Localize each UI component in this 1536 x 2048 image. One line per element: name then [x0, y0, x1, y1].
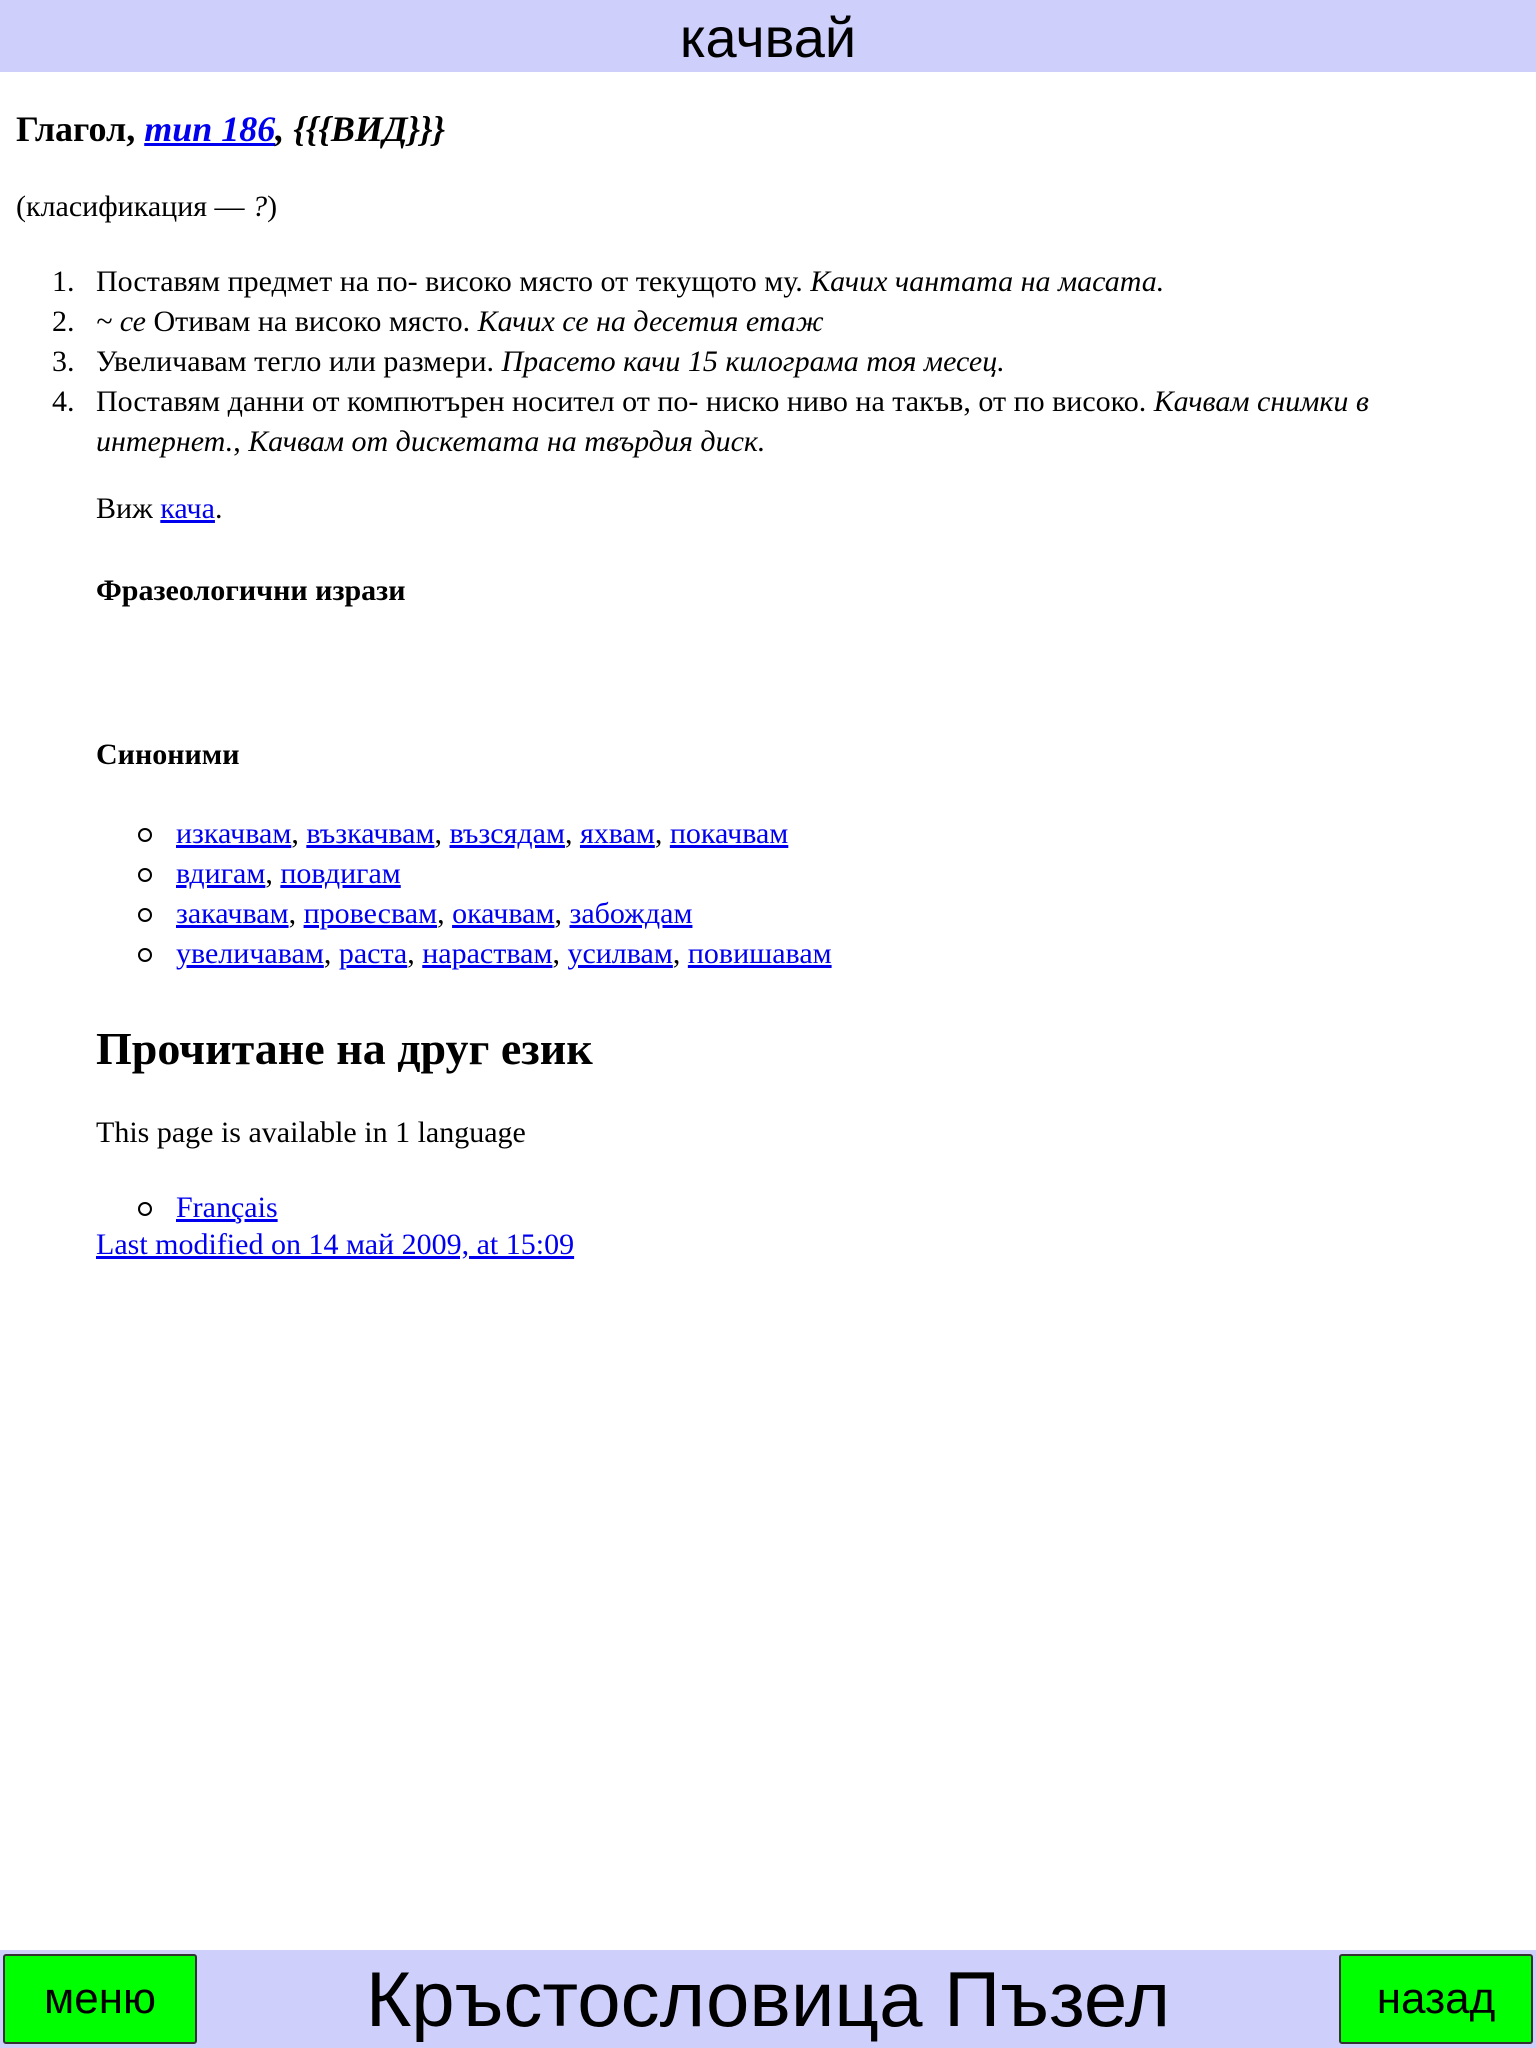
- definition-example: Качих се на десетия етаж: [477, 305, 824, 338]
- synonym-link[interactable]: увеличавам: [176, 937, 324, 970]
- definition-item: [0, 262, 1480, 302]
- synonym-link[interactable]: нараствам: [422, 937, 553, 970]
- definition-number: 2.: [52, 305, 75, 338]
- synonym-link[interactable]: провесвам: [303, 897, 438, 930]
- synonym-group: вдигам, повдигам: [96, 854, 832, 894]
- definition-text: Отивам на високо място.: [145, 305, 478, 338]
- languages-list: [96, 1188, 278, 1228]
- menu-button[interactable]: меню: [3, 1954, 197, 2044]
- synonym-group: изкачвам, възкачвам, възсядам, яхвам, покачвам: [96, 814, 832, 854]
- definition-text: Увеличавам тегло или размери.: [96, 345, 502, 378]
- synonym-link[interactable]: яхвам: [579, 817, 655, 850]
- definition-number: 1.: [52, 265, 75, 298]
- synonyms-heading: Синоними: [96, 738, 240, 771]
- synonym-link[interactable]: усилвам: [567, 937, 673, 970]
- languages-heading: Прочитане на друг език: [96, 1023, 593, 1074]
- bullet-icon: [138, 1202, 152, 1216]
- definition-prefix: ~ се: [96, 305, 146, 338]
- see-also-link[interactable]: кача: [160, 492, 215, 525]
- classification-line: [16, 190, 277, 224]
- synonym-link[interactable]: повишавам: [687, 937, 832, 970]
- definition-example-2: Качвам от дискетата на твърдия диск.: [248, 425, 766, 458]
- back-button[interactable]: назад: [1339, 1954, 1533, 2044]
- classification-value: ?: [252, 190, 268, 223]
- phraseology-heading: Фразеологични изрази: [96, 574, 406, 607]
- definition-item: [0, 342, 1480, 382]
- entry-heading: [16, 108, 445, 150]
- synonym-link[interactable]: покачвам: [669, 817, 789, 850]
- see-also-prefix: Виж: [96, 492, 161, 525]
- languages-note: This page is available in 1 language: [96, 1116, 526, 1149]
- synonym-link[interactable]: окачвам: [452, 897, 555, 930]
- aspect-text: , {{{ВИД}}}: [275, 109, 446, 149]
- definitions-list: [0, 262, 1480, 462]
- type-link[interactable]: тип 186: [144, 109, 276, 149]
- synonym-link[interactable]: възкачвам: [306, 817, 435, 850]
- definition-item: [0, 302, 1480, 342]
- synonym-link[interactable]: забождам: [569, 897, 693, 930]
- last-modified: [96, 1228, 574, 1262]
- synonym-link[interactable]: повдигам: [280, 857, 401, 890]
- synonym-link[interactable]: вдигам: [176, 857, 266, 890]
- definition-item: [0, 382, 1480, 462]
- language-item: [96, 1188, 278, 1228]
- bullet-icon: [138, 868, 152, 882]
- bullet-icon: [138, 828, 152, 842]
- page-title: качвай: [679, 6, 857, 69]
- synonyms-list: [96, 814, 832, 974]
- classification-prefix: (класификация —: [16, 190, 253, 223]
- definition-example: Качвам снимки в интернет.: [96, 385, 1369, 458]
- synonym-link[interactable]: изкачвам: [176, 817, 292, 850]
- see-also-suffix: .: [214, 492, 223, 525]
- definition-text: Поставям данни от компютърен носител от по- ниско ниво на такъв, от по високо.: [96, 385, 1154, 418]
- bullet-icon: [138, 908, 152, 922]
- last-modified-link[interactable]: Last modified on 14 май 2009, at 15:09: [96, 1228, 575, 1261]
- part-of-speech: Глагол,: [16, 109, 145, 149]
- definition-number: 3.: [52, 345, 75, 378]
- synonym-link[interactable]: закачвам: [176, 897, 289, 930]
- see-also-line: [96, 492, 222, 526]
- definition-example: Качих чантата на масата.: [810, 265, 1165, 298]
- synonym-link[interactable]: раста: [338, 937, 408, 970]
- synonym-group: закачвам, провесвам, окачвам, забождам: [96, 894, 832, 934]
- example-separator: ,: [233, 425, 249, 458]
- top-title-bar: [0, 0, 1536, 72]
- language-link-french[interactable]: Français: [176, 1191, 278, 1224]
- synonym-link[interactable]: възсядам: [449, 817, 565, 850]
- definition-example: Прасето качи 15 килограма тоя месец.: [501, 345, 1005, 378]
- classification-suffix: ): [267, 190, 278, 223]
- synonym-group: увеличавам, раста, нараствам, усилвам, повишавам: [96, 934, 832, 974]
- definition-number: 4.: [52, 385, 75, 418]
- bottom-bar: [0, 1950, 1536, 2048]
- definition-text: Поставям предмет на по- високо място от текущото му.: [96, 265, 811, 298]
- app-title: Кръстословица Пъзел: [365, 1955, 1171, 2043]
- bullet-icon: [138, 948, 152, 962]
